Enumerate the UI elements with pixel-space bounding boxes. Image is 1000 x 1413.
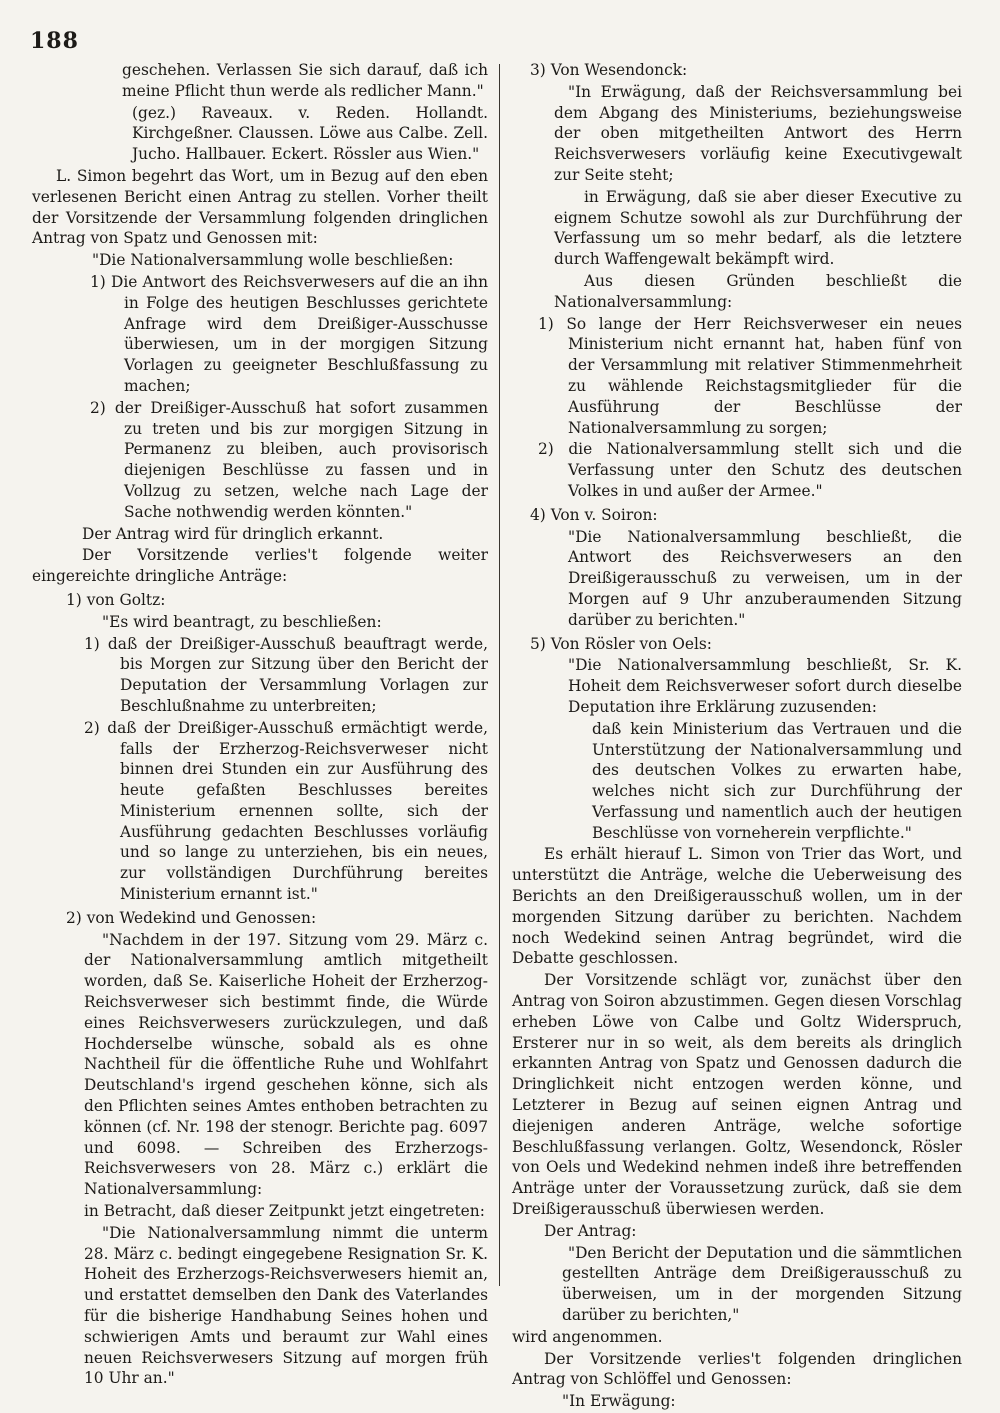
motion-text: "Die Nationalversammlung nimmt die unterm 28. März c. bedingt eingegebene Resignation Sr. K. Hoheit des Erzherzogs-Reichsverwesers hiemit an, und erstattet demselben den Dank des Vaterlandes für die bisherige Handhabung Seines hohen und schwierigen Amts und beraumt zur Wahl eines neuen Reichsverwesers Sitzung auf morgen früh 10 Uhr an." — [84, 1223, 488, 1388]
page-number: 188 — [30, 28, 79, 54]
motion-heading: 2) von Wedekind und Genossen: — [66, 908, 317, 927]
motion-heading: 4) Von v. Soiron: — [530, 505, 658, 524]
paragraph: Es erhält hierauf L. Simon von Trier das Wort, und unterstützt die Anträge, welche die Ueberweisung des Berichts an den Dreißigerausschuß wollen, um in der morgenden Sitzung darüber zu berichten. Nachdem noch Wedekind seinen Antrag begründet, wird die Debatte geschlossen. — [512, 845, 962, 968]
left-column — [32, 60, 488, 1390]
motion-heading: 3) Von Wesendonck: — [530, 61, 688, 79]
motion-point: 2) daß der Dreißiger-Ausschuß ermächtigt werde, falls der Erzherzog-Reichsverweser nicht binnen drei Stunden ein zur Ausführung des heute gefaßten Beschlusses bereites Ministerium ernennen sollte, sich der Ausführung gedachten Beschlusses vorläufig und so lange zu unterziehen, bis ein neues, zur vollständigen Durchführung bereites Ministerium ernannt ist." — [84, 718, 488, 904]
motion-text: "Die Nationalversammlung beschließt, Sr. K. Hoheit dem Reichsverweser sofort durch dieselbe Deputation ihre Erklärung zuzusenden: — [568, 656, 962, 716]
paragraph: Der Vorsitzende verlies't folgenden dringlichen Antrag von Schlöffel und Genossen: — [512, 1349, 962, 1389]
motion-text: in Erwägung, daß sie aber dieser Executive zu eignem Schutze sowohl als zur Durchführung der Verfassung um so mehr bedarf, als die letztere durch Waffengewalt bekämpft wird. — [554, 187, 962, 269]
motion-point: 1) So lange der Herr Reichsverweser ein neues Ministerium nicht ernannt hat, haben fünf von der Versammlung mit relativer Stimmenmehrheit zu wählende Reichstagsmitglieder für die Ausführung der Beschlüsse der Nationalversammlung zu sorgen; — [538, 314, 962, 437]
motion-heading: 1) von Goltz: — [66, 590, 166, 609]
motion-text: Aus diesen Gründen beschließt die Nationalversammlung: — [554, 271, 962, 311]
paragraph: Der Vorsitzende schlägt vor, zunächst über den Antrag von Soiron abzustimmen. Gegen diesen Vorschlag erheben Löwe von Calbe und Goltz Widerspruch, Ersterer nur in so weit, als dem bereits als dringlich erkannten Antrag von Spatz und Genossen dadurch die Dringlichkeit nicht entzogen werden könne, und Letzterer in Bezug auf seinen eignen Antrag und diejenigen anderen Anträge, welche sofortige Beschlußfassung verlangen. Goltz, Wesendonck, Rösler von Oels und Wedekind nehmen indeß ihre betreffenden Anträge unter der Voraussetzung zurück, daß sie dem Dreißigerausschuß überwiesen werden. — [512, 971, 962, 1219]
motion-intro: "Die Nationalversammlung wolle beschließen: — [92, 251, 454, 270]
signatories: (gez.) Raveaux. v. Reden. Hollandt. Kirchgeßner. Claussen. Löwe aus Calbe. Zell. Jucho. Hallbauer. Eckert. Rössler aus Wien." — [132, 103, 488, 164]
motion-text: daß kein Ministerium das Vertrauen und die Unterstützung der Nationalversammlung und des deutschen Volkes zu erwarten habe, welches nicht sich zur Durchführung der Verfassung und namentlich auch der heutigen Beschlüsse von vorneherein verpflichte." — [592, 719, 962, 842]
paragraph: Der Antrag: — [544, 1221, 637, 1240]
motion-text: "In Erwägung, daß der Reichsversammlung bei dem Abgang des Ministeriums, beziehungsweise der oben mitgetheilten Antwort des Herrn Reichsverwesers vorläufig keine Executivgewalt zur Seite steht; — [554, 82, 962, 184]
paragraph: Der Antrag wird für dringlich erkannt. — [82, 524, 384, 543]
motion-text: in Betracht, daß dieser Zeitpunkt jetzt eingetreten: — [84, 1202, 485, 1221]
motion-text: "In Erwägung: — [562, 1392, 676, 1411]
motion-point: 2) die Nationalversammlung stellt sich und die Verfassung unter den Schutz des deutschen Volkes in und außer der Armee." — [538, 440, 962, 500]
column-divider — [499, 64, 500, 1286]
motion-text: "Nachdem in der 197. Sitzung vom 29. März c. der Nationalversammlung amtlich mitgetheilt worden, daß Se. Kaiserliche Hoheit der Erzherzog-Reichsverweser sich bestimmt finde, die Würde eines Reichsverwesers zurückzulegen, und daß Hochderselbe wünsche, sobald als es ohne Nachtheil für die öffentliche Ruhe und Wohlfahrt Deutschland's irgend geschehen könne, sich als den Pflichten seines Amtes enthoben betrachten zu können (cf. Nr. 198 der stenogr. Berichte pag. 6097 und 6098. — Schreiben des Erzherzogs-Reichsverwesers von 28. März c.) erklärt die Nationalversammlung: — [84, 930, 488, 1199]
motion-text: "Den Bericht der Deputation und die sämmtlichen gestellten Anträge dem Dreißigerausschuß zu überweisen, um in der morgenden Sitzung darüber zu berichten," — [562, 1243, 962, 1325]
motion-heading: 5) Von Rösler von Oels: — [530, 634, 712, 653]
right-column — [512, 60, 962, 1413]
motion-text: "Die Nationalversammlung beschließt, die Antwort des Reichsverwesers an den Dreißigerausschuß zu verweisen, um in der Morgen auf 9 Uhr anzuberaumenden Sitzung darüber zu berichten." — [568, 527, 962, 629]
paragraph: wird angenommen. — [512, 1327, 663, 1346]
motion-point: 2) der Dreißiger-Ausschuß hat sofort zusammen zu treten und bis zur morgigen Sitzung in Permanenz zu bleiben, auch provisorisch diejenigen Beschlüsse zu fassen und in Vollzug zu setzen, welche nach Lage der Sache nothwendig werden könnten." — [90, 398, 488, 521]
motion-point: 1) Die Antwort des Reichsverwesers auf die an ihn in Folge des heutigen Beschlusses gerichtete Anfrage wird dem Dreißiger-Ausschusse überwiesen, um in der morgigen Sitzung Vorlagen zu geeigneter Beschlußfassung zu machen; — [90, 272, 488, 395]
paragraph: Der Vorsitzende verlies't folgende weiter eingereichte dringliche Anträge: — [32, 546, 488, 586]
paragraph: L. Simon begehrt das Wort, um in Bezug auf den eben verlesenen Bericht einen Antrag zu stellen. Vorher theilt der Vorsitzende der Versammlung folgenden dringlichen Antrag von Spatz und Genossen mit: — [32, 166, 488, 248]
paragraph: geschehen. Verlassen Sie sich darauf, daß ich meine Pflicht thun werde als redlicher Mann." — [122, 61, 488, 100]
motion-intro: "Es wird beantragt, zu beschließen: — [102, 612, 382, 631]
motion-point: 1) daß der Dreißiger-Ausschuß beauftragt werde, bis Morgen zur Sitzung über den Bericht der Deputation der Versammlung Vorlagen zur Beschlußnahme zu unterbreiten; — [84, 634, 488, 715]
